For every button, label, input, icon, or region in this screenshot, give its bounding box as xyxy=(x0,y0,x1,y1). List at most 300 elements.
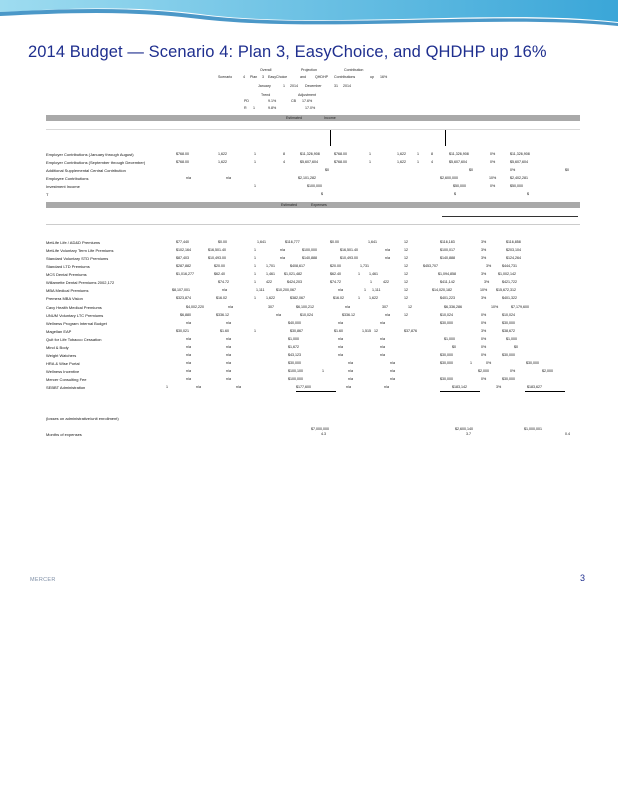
table-cell: $4,002,220 xyxy=(186,305,204,309)
table-cell: $1,002,142 xyxy=(498,272,516,276)
row-label: Employer Contributions (September through December) xyxy=(46,160,146,165)
table-cell: n/a xyxy=(226,337,231,341)
table-cell: 0% xyxy=(490,152,496,156)
table-cell: $183,627 xyxy=(527,385,542,389)
micro-text: Contribution xyxy=(344,68,364,72)
table-cell: 1 xyxy=(364,288,366,292)
table-cell: $8,107,001 xyxy=(172,288,190,292)
table-cell: $6,880 xyxy=(180,313,191,317)
micro-text: Trend xyxy=(261,93,271,97)
table-cell: $177,600 xyxy=(296,385,311,389)
table-cell: 1 xyxy=(369,152,371,156)
table-cell: $2,101,282 xyxy=(298,176,316,180)
table-cell: 1,622 xyxy=(218,152,227,156)
table-cell: n/a xyxy=(338,288,343,292)
table-cell: 0% xyxy=(481,337,487,341)
table-cell: n/a xyxy=(226,361,231,365)
table-cell: n/a xyxy=(186,377,191,381)
table-cell: 1 xyxy=(254,280,256,284)
table-cell: $336.12 xyxy=(342,313,355,317)
table-cell: n/a xyxy=(196,385,201,389)
table-cell: $0 xyxy=(452,345,456,349)
micro-text: QHDHP xyxy=(315,75,328,79)
table-cell: $30,000 xyxy=(440,377,453,381)
table-cell: 1 xyxy=(254,329,256,333)
table-cell: $16,501.40 xyxy=(208,248,226,252)
table-cell: $102,164 xyxy=(176,248,191,252)
table-cell: 12 xyxy=(404,272,408,276)
row-label: Weight Watchers xyxy=(46,353,77,358)
row-label: Employer Contributions (January through August) xyxy=(46,152,134,157)
table-cell: 8 xyxy=(431,152,433,156)
table-cell: 12 xyxy=(404,313,408,317)
table-cell: 1 xyxy=(358,272,360,276)
table-cell: n/a xyxy=(226,377,231,381)
table-cell: 3% xyxy=(496,385,502,389)
table-cell: $37,876 xyxy=(404,329,417,333)
table-cell: n/a xyxy=(346,385,351,389)
table-cell: 3.7 xyxy=(466,432,471,436)
table-cell: 0% xyxy=(490,184,496,188)
table-cell: 3% xyxy=(481,296,487,300)
table-cell: 4 xyxy=(283,160,285,164)
micro-text: 16% xyxy=(380,75,388,79)
row-label: Magellan EAP xyxy=(46,329,72,334)
table-cell: $20.00 xyxy=(214,264,225,268)
table-cell: n/a xyxy=(186,337,191,341)
table-cell: 12 xyxy=(404,256,408,260)
table-cell: $10,024 xyxy=(300,313,313,317)
table-cell: $30,000 xyxy=(502,353,515,357)
band-label: Estimated xyxy=(286,116,302,120)
micro-text: up xyxy=(370,75,374,79)
table-cell: $1.60 xyxy=(220,329,229,333)
row-label: SEBBT Administration xyxy=(46,385,86,390)
micro-text: Plan xyxy=(250,75,258,79)
table-cell: $2,000 xyxy=(542,369,553,373)
table-cell: $2,402,281 xyxy=(510,176,528,180)
table-cell: $1,672 xyxy=(288,345,299,349)
table-cell: 12 xyxy=(404,240,408,244)
row-label: Additional Supplemental Central Contribution xyxy=(46,168,126,173)
table-cell: $10,493.00 xyxy=(340,256,358,260)
table-cell: 0% xyxy=(481,377,487,381)
total-rule xyxy=(525,391,565,392)
table-cell: 12 xyxy=(404,296,408,300)
table-cell: $74.72 xyxy=(330,280,341,284)
row-label: MCS Dental Premiums xyxy=(46,272,87,277)
table-cell: $0 xyxy=(325,168,329,172)
row-label: UNUM Voluntary LTC Premiums xyxy=(46,313,104,318)
table-cell: 1,622 xyxy=(218,160,227,164)
page-title: 2014 Budget — Scenario 4: Plan 3, EasyChoice, and QHDHP up 16% xyxy=(28,43,547,61)
table-cell: $38,672 xyxy=(502,329,515,333)
table-cell: n/a xyxy=(380,337,385,341)
micro-text: R xyxy=(244,106,247,110)
table-cell: 1,622 xyxy=(369,296,378,300)
table-cell: $15,672,312 xyxy=(496,288,516,292)
row-label: Mind & Body xyxy=(46,345,69,350)
income-section-band xyxy=(46,115,580,121)
slide-header-wave xyxy=(0,0,618,28)
table-cell: 1 xyxy=(254,256,256,260)
row-label: Quit for Life Tobacco Cessation xyxy=(46,337,102,342)
table-cell: $336.12 xyxy=(216,313,229,317)
table-cell: 10% xyxy=(489,176,497,180)
row-label: Cavy Health Medical Premiums xyxy=(46,305,102,310)
table-cell: n/a xyxy=(226,321,231,325)
table-cell: $116,858 xyxy=(506,240,521,244)
table-cell: $100,000 xyxy=(302,248,317,252)
table-cell: n/a xyxy=(226,353,231,357)
mercer-logo: MERCER xyxy=(30,577,56,583)
table-cell: $0.00 xyxy=(330,240,339,244)
table-cell: 1 xyxy=(322,369,324,373)
table-cell: n/a xyxy=(348,361,353,365)
micro-text: December xyxy=(305,84,322,88)
table-cell: n/a xyxy=(390,361,395,365)
table-cell: n/a xyxy=(186,353,191,357)
table-cell: $1,094,858 xyxy=(438,272,456,276)
table-cell: $87,403 xyxy=(176,256,189,260)
page-number: 3 xyxy=(580,573,586,583)
table-cell: 1,622 xyxy=(266,296,275,300)
table-cell: n/a xyxy=(280,248,285,252)
table-cell: 1,622 xyxy=(397,160,406,164)
table-cell: $30,021 xyxy=(176,329,189,333)
table-cell: n/a xyxy=(385,256,390,260)
table-cell: $2,600,000 xyxy=(440,176,458,180)
table-cell: 1 xyxy=(254,272,256,276)
table-cell: 1 xyxy=(470,361,472,365)
table-cell: $411,142 xyxy=(440,280,455,284)
table-cell: $16.02 xyxy=(333,296,344,300)
micro-text: Overall xyxy=(260,68,272,72)
header-rule xyxy=(46,224,580,225)
table-cell: $0 xyxy=(469,168,473,172)
table-cell: $1,000 xyxy=(288,337,299,341)
table-cell: 0% xyxy=(481,313,487,317)
table-cell: n/a xyxy=(390,369,395,373)
total-rule xyxy=(296,391,336,392)
table-cell: 3% xyxy=(484,280,490,284)
table-cell: $768.00 xyxy=(176,152,189,156)
table-cell: 1,622 xyxy=(397,152,406,156)
row-label: T xyxy=(46,192,49,197)
micro-text: 17.0% xyxy=(305,106,316,110)
table-cell: $30,000 xyxy=(502,377,515,381)
table-cell: n/a xyxy=(338,321,343,325)
table-cell: $50,000 xyxy=(510,184,523,188)
table-cell: $287,882 xyxy=(176,264,191,268)
table-cell: n/a xyxy=(385,313,390,317)
table-cell: $30,000 xyxy=(440,353,453,357)
table-cell: $1,000 xyxy=(444,337,455,341)
micro-text: EasyChoice xyxy=(268,75,288,79)
table-cell: $30,000 xyxy=(440,321,453,325)
table-cell: $401,322 xyxy=(502,296,517,300)
table-cell: 12 xyxy=(404,288,408,292)
table-cell: 1 xyxy=(254,264,256,268)
table-cell: 1 xyxy=(370,280,372,284)
table-cell: $7,179,600 xyxy=(511,305,529,309)
table-cell: 1,641 xyxy=(257,240,266,244)
header-rule xyxy=(46,129,580,130)
table-cell: $1.60 xyxy=(334,329,343,333)
row-label: Wellness Program Internal Budget xyxy=(46,321,107,326)
table-cell: $ xyxy=(527,192,529,196)
table-cell: 3% xyxy=(486,264,492,268)
micro-text: Projection xyxy=(301,68,317,72)
table-cell: 12 xyxy=(404,248,408,252)
table-cell: 3% xyxy=(481,240,487,244)
row-label: MetLife Voluntary Term Life Premiums xyxy=(46,248,114,253)
table-cell: 1,641 xyxy=(368,240,377,244)
table-cell: 1,731 xyxy=(360,264,369,268)
table-cell: $11,326,908 xyxy=(510,152,530,156)
table-cell: $11,326,908 xyxy=(300,152,320,156)
table-cell: n/a xyxy=(380,353,385,357)
table-cell: 422 xyxy=(266,280,272,284)
table-cell: n/a xyxy=(186,176,191,180)
table-cell: $1,000,001 xyxy=(524,427,542,431)
table-cell: $100,100 xyxy=(288,369,303,373)
table-cell: $1,016,277 xyxy=(176,272,194,276)
table-cell: n/a xyxy=(390,377,395,381)
table-cell: $453,707 xyxy=(423,264,438,268)
table-cell: $62.40 xyxy=(330,272,341,276)
micro-text: and xyxy=(300,75,306,79)
table-cell: $30,000 xyxy=(526,361,539,365)
table-cell: $323,874 xyxy=(176,296,191,300)
table-cell: 1 xyxy=(254,160,256,164)
table-cell: n/a xyxy=(338,337,343,341)
row-label: HRA & Wise Portal xyxy=(46,361,80,366)
table-cell: $382,067 xyxy=(290,296,305,300)
row-label: Investment Income xyxy=(46,184,80,189)
table-cell: n/a xyxy=(348,369,353,373)
table-cell: $6,100,212 xyxy=(296,305,314,309)
row-label: Mercer Consulting Fee xyxy=(46,377,87,382)
table-cell: $16,501.40 xyxy=(340,248,358,252)
table-cell: $768.00 xyxy=(334,152,347,156)
table-cell: 1,461 xyxy=(369,272,378,276)
micro-text: Contributions xyxy=(334,75,356,79)
table-cell: $11,326,908 xyxy=(449,152,469,156)
table-cell: n/a xyxy=(186,321,191,325)
table-cell: $424,203 xyxy=(287,280,302,284)
band-label: Estimated xyxy=(281,203,297,207)
table-cell: $116,183 xyxy=(440,240,455,244)
total-rule xyxy=(440,391,480,392)
table-cell: 1 xyxy=(369,160,371,164)
table-cell: $2,600,140 xyxy=(455,427,473,431)
table-cell: $ xyxy=(321,192,323,196)
table-cell: 0% xyxy=(510,168,516,172)
micro-text: 9.1% xyxy=(268,99,277,103)
header-divider xyxy=(445,130,446,146)
table-cell: $421,722 xyxy=(502,280,517,284)
row-label: Standard LTD Premiums xyxy=(46,264,90,269)
micro-text: CB xyxy=(291,99,296,103)
table-cell: 0.4 xyxy=(565,432,570,436)
table-cell: n/a xyxy=(276,313,281,317)
micro-text: 1 xyxy=(283,84,285,88)
table-cell: $10,493.00 xyxy=(208,256,226,260)
table-cell: 8 xyxy=(283,152,285,156)
table-cell: n/a xyxy=(280,256,285,260)
table-cell: 1,515 xyxy=(362,329,371,333)
table-cell: $5,607,604 xyxy=(449,160,467,164)
table-cell: n/a xyxy=(345,305,350,309)
table-cell: $124,264 xyxy=(506,256,521,260)
table-cell: $768.00 xyxy=(334,160,347,164)
table-cell: 1,701 xyxy=(266,264,275,268)
table-cell: n/a xyxy=(380,345,385,349)
micro-text: Adjustment xyxy=(298,93,316,97)
table-cell: 1 xyxy=(358,296,360,300)
band-label: Income xyxy=(324,116,336,120)
table-cell: $0.00 xyxy=(218,240,227,244)
table-cell: n/a xyxy=(226,345,231,349)
table-cell: $30,000 xyxy=(288,361,301,365)
micro-text: 3 xyxy=(262,75,264,79)
table-cell: 3% xyxy=(481,272,487,276)
table-cell: $401,223 xyxy=(440,296,455,300)
table-cell: n/a xyxy=(384,385,389,389)
table-cell: n/a xyxy=(186,345,191,349)
table-cell: n/a xyxy=(226,176,231,180)
table-cell: 12 xyxy=(374,329,378,333)
table-cell: $6,336,286 xyxy=(444,305,462,309)
table-cell: 1 xyxy=(254,184,256,188)
micro-text: 9.8% xyxy=(268,106,277,110)
table-cell: $140,888 xyxy=(440,256,455,260)
table-cell: 3% xyxy=(481,248,487,252)
table-cell: $408,617 xyxy=(290,264,305,268)
table-cell: 1,111 xyxy=(372,288,381,292)
row-label: Months of expenses xyxy=(46,432,82,437)
table-cell: $100,000 xyxy=(307,184,322,188)
micro-text: 2014 xyxy=(343,84,351,88)
row-label: Wellness Incentive xyxy=(46,369,80,374)
table-cell: 1 xyxy=(254,248,256,252)
table-cell: 10% xyxy=(491,305,499,309)
row-label: Willamette Dental Premiums 2002,172 xyxy=(46,280,115,285)
table-cell: $30,000 xyxy=(440,361,453,365)
table-cell: 3% xyxy=(481,329,487,333)
table-cell: n/a xyxy=(228,305,233,309)
table-cell: 1,461 xyxy=(266,272,275,276)
table-cell: $2,000 xyxy=(478,369,489,373)
table-cell: $62.40 xyxy=(214,272,225,276)
table-cell: $77,440 xyxy=(176,240,189,244)
table-cell: 1,111 xyxy=(256,288,265,292)
header-divider xyxy=(330,130,331,146)
expenses-section-band xyxy=(46,202,580,208)
micro-text: PD xyxy=(244,99,249,103)
table-cell: n/a xyxy=(380,321,385,325)
table-cell: $5,607,604 xyxy=(300,160,318,164)
table-cell: 12 xyxy=(408,305,412,309)
table-cell: $10,200,067 xyxy=(276,288,296,292)
table-cell: 0% xyxy=(510,369,516,373)
table-cell: $10,024 xyxy=(502,313,515,317)
table-cell: $7,000,000 xyxy=(311,427,329,431)
table-cell: 1 xyxy=(254,296,256,300)
table-cell: 422 xyxy=(383,280,389,284)
table-cell: n/a xyxy=(236,385,241,389)
table-cell: 3% xyxy=(481,256,487,260)
table-cell: 307 xyxy=(382,305,388,309)
micro-text: 1 xyxy=(253,106,255,110)
table-cell: 0% xyxy=(481,321,487,325)
micro-text: Scenario xyxy=(218,75,233,79)
table-cell: $20.00 xyxy=(330,264,341,268)
table-cell: 4 xyxy=(431,160,433,164)
table-cell: $444,731 xyxy=(502,264,517,268)
table-cell: $74.72 xyxy=(218,280,229,284)
table-cell: $0 xyxy=(565,168,569,172)
table-cell: $ xyxy=(454,192,456,196)
table-cell: $100,000 xyxy=(288,377,303,381)
row-label: (losses on administrative/unit enrollment) xyxy=(46,416,119,421)
micro-text: 31 xyxy=(334,84,338,88)
table-cell: n/a xyxy=(186,369,191,373)
table-cell: 4.3 xyxy=(321,432,326,436)
table-cell: $203,104 xyxy=(506,248,521,252)
row-label: Standard Voluntary STD Premiums xyxy=(46,256,109,261)
header-rule xyxy=(442,216,578,217)
table-cell: $0 xyxy=(514,345,518,349)
table-cell: $5,607,604 xyxy=(510,160,528,164)
table-cell: n/a xyxy=(222,288,227,292)
table-cell: $140,888 xyxy=(302,256,317,260)
micro-text: January xyxy=(258,84,271,88)
table-cell: n/a xyxy=(186,361,191,365)
band-label: Expenses xyxy=(311,203,327,207)
table-cell: $768.00 xyxy=(176,160,189,164)
table-cell: $16.02 xyxy=(216,296,227,300)
table-cell: 1 xyxy=(417,152,419,156)
table-cell: 1 xyxy=(417,160,419,164)
table-cell: $50,000 xyxy=(453,184,466,188)
table-cell: 12 xyxy=(404,264,408,268)
micro-text: 4 xyxy=(243,75,245,79)
table-cell: 1 xyxy=(254,152,256,156)
row-label: Premera MBA Vision xyxy=(46,296,83,301)
micro-text: 2014 xyxy=(290,84,298,88)
table-cell: $10,024 xyxy=(440,313,453,317)
table-cell: $43,123 xyxy=(288,353,301,357)
table-cell: 1 xyxy=(166,385,168,389)
table-cell: $30,000 xyxy=(502,321,515,325)
table-cell: $40,000 xyxy=(288,321,301,325)
table-cell: $116,777 xyxy=(285,240,300,244)
table-cell: $100,017 xyxy=(440,248,455,252)
table-cell: n/a xyxy=(385,248,390,252)
micro-text: 17.6% xyxy=(302,99,313,103)
table-cell: $1,021,482 xyxy=(284,272,302,276)
table-cell: n/a xyxy=(348,377,353,381)
table-cell: n/a xyxy=(338,353,343,357)
row-label: MetLife Life / AD&D Premiums xyxy=(46,240,101,245)
row-label: MBA Medical Premiums xyxy=(46,288,89,293)
row-label: Employee Contributions xyxy=(46,176,89,181)
table-cell: $30,867 xyxy=(290,329,303,333)
table-cell: n/a xyxy=(226,369,231,373)
table-cell: $14,020,182 xyxy=(432,288,452,292)
